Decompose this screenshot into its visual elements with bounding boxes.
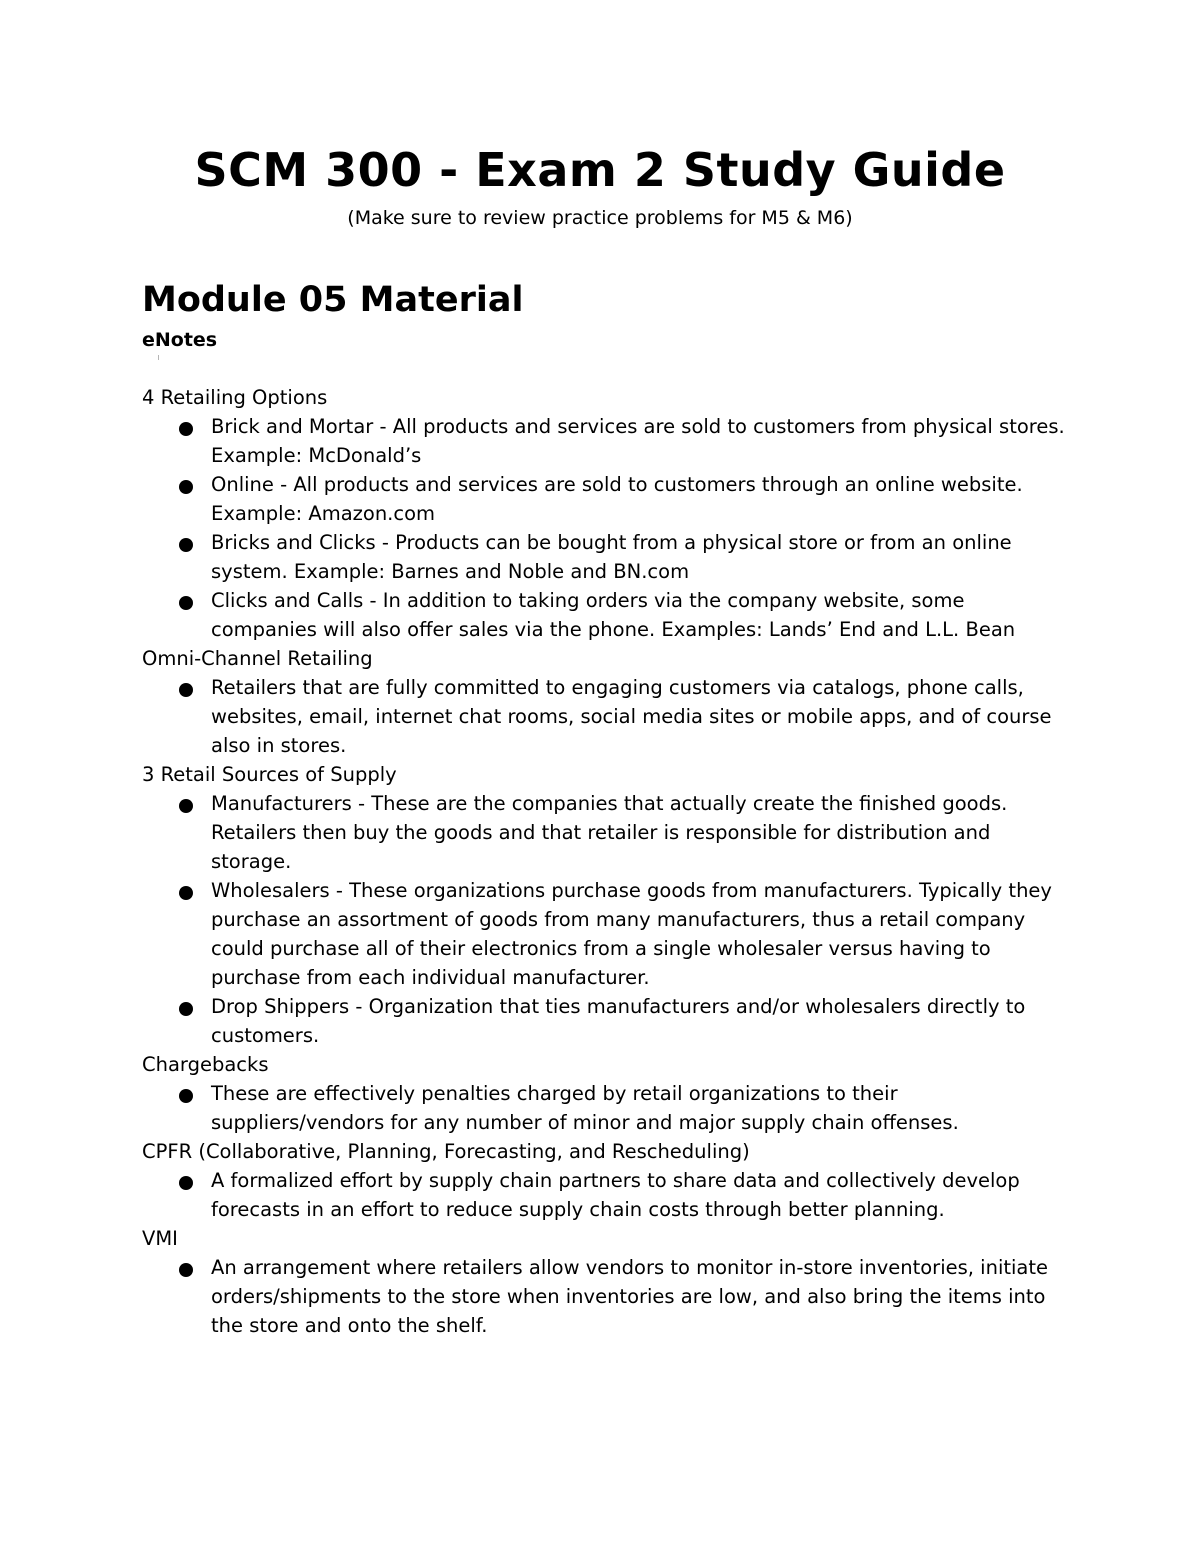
list-item xyxy=(142,1253,1072,1340)
document-title: SCM 300 - Exam 2 Study Guide xyxy=(194,143,1006,197)
bullet-icon xyxy=(179,1089,193,1103)
list-item xyxy=(142,528,1072,586)
section-label: VMI xyxy=(142,1227,178,1250)
notes-section xyxy=(142,644,1072,760)
notes-section xyxy=(142,383,1072,644)
list-item-text: Clicks and Calls - In addition to taking orders via the company website, some companies will also offer sales via the phone. Examples: Lands’ End and L.L. Bean xyxy=(211,589,1016,641)
bullet-icon xyxy=(179,596,193,610)
bullet-icon xyxy=(179,1176,193,1190)
bullet-list xyxy=(142,789,1072,1050)
list-item-text: Brick and Mortar - All products and services are sold to customers from physical stores. Example: McDonald’s xyxy=(211,415,1065,467)
bullet-list xyxy=(142,1253,1072,1340)
list-item-text: An arrangement where retailers allow vendors to monitor in-store inventories, initiate orders/shipments to the store when inventories are low, and also bring the items into the store and onto the shelf. xyxy=(211,1256,1049,1337)
bullet-list xyxy=(142,1079,1072,1137)
list-item xyxy=(142,1079,1072,1137)
cursor-mark xyxy=(158,355,159,360)
list-item xyxy=(142,586,1072,644)
notes-content xyxy=(142,383,1072,1340)
list-item-text: Wholesalers - These organizations purchase goods from manufacturers. Typically they purchase an assortment of goods from many manufacturers, thus a retail company could purchase all of their electronics from a single wholesaler versus having to purchase from each individual manufacturer. xyxy=(211,879,1052,989)
notes-section xyxy=(142,1137,1072,1224)
bullet-list xyxy=(142,1166,1072,1224)
enotes-label: eNotes xyxy=(142,329,218,351)
list-item xyxy=(142,470,1072,528)
bullet-icon xyxy=(179,422,193,436)
notes-section xyxy=(142,760,1072,1050)
bullet-icon xyxy=(179,1263,193,1277)
list-item-text: Bricks and Clicks - Products can be bought from a physical store or from an online system. Example: Barnes and Noble and BN.com xyxy=(211,531,1012,583)
list-item xyxy=(142,412,1072,470)
bullet-icon xyxy=(179,683,193,697)
document-subtitle: (Make sure to review practice problems for M5 & M6) xyxy=(347,207,853,229)
list-item-text: A formalized effort by supply chain partners to share data and collectively develop forecasts in an effort to reduce supply chain costs through better planning. xyxy=(211,1169,1020,1221)
list-item-text: Manufacturers - These are the companies that actually create the finished goods. Retailers then buy the goods and that retailer is responsible for distribution and storage. xyxy=(211,792,1008,873)
module-heading: Module 05 Material xyxy=(142,280,524,320)
list-item-text: These are effectively penalties charged by retail organizations to their suppliers/vendors for any number of minor and major supply chain offenses. xyxy=(211,1082,959,1134)
section-label: 3 Retail Sources of Supply xyxy=(142,763,397,786)
list-item xyxy=(142,1166,1072,1224)
list-item xyxy=(142,673,1072,760)
bullet-icon xyxy=(179,480,193,494)
bullet-icon xyxy=(179,538,193,552)
bullet-list xyxy=(142,673,1072,760)
list-item xyxy=(142,876,1072,992)
section-label: 4 Retailing Options xyxy=(142,386,328,409)
list-item xyxy=(142,789,1072,876)
list-item-text: Retailers that are fully committed to engaging customers via catalogs, phone calls, websites, email, internet chat rooms, social media sites or mobile apps, and of course also in stores. xyxy=(211,676,1052,757)
bullet-icon xyxy=(179,886,193,900)
section-label: Omni-Channel Retailing xyxy=(142,647,373,670)
section-label: Chargebacks xyxy=(142,1053,269,1076)
list-item-text: Drop Shippers - Organization that ties manufacturers and/or wholesalers directly to customers. xyxy=(211,995,1026,1047)
bullet-icon xyxy=(179,799,193,813)
section-label: CPFR (Collaborative, Planning, Forecasting, and Rescheduling) xyxy=(142,1140,750,1163)
bullet-list xyxy=(142,412,1072,644)
list-item-text: Online - All products and services are sold to customers through an online website. Example: Amazon.com xyxy=(211,473,1023,525)
bullet-icon xyxy=(179,1002,193,1016)
list-item xyxy=(142,992,1072,1050)
notes-section xyxy=(142,1224,1072,1340)
notes-section xyxy=(142,1050,1072,1137)
